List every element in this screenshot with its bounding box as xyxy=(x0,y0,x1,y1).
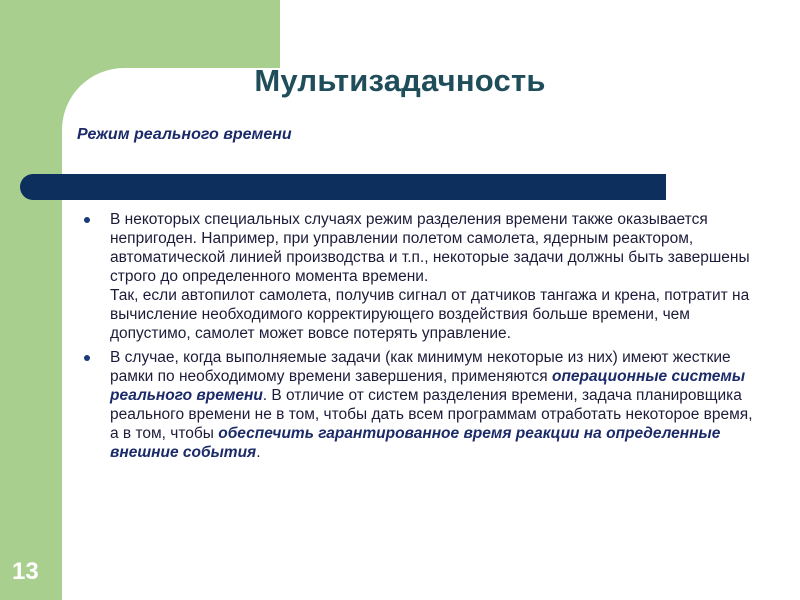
divider-bar xyxy=(20,174,666,200)
emphasis-text: операционные системы реального времени xyxy=(110,368,746,404)
bullet-icon xyxy=(84,217,90,223)
list-item xyxy=(84,348,754,462)
bullet-text: Так, если автопилот самолета, получив сигнал от датчиков тангажа и крена, потратит на вычисление необходимого корректирующего воздействия больше времени, чем допустимо, самолет может вовсе потерять управление. xyxy=(110,287,750,342)
text-segment: . xyxy=(256,444,261,461)
page-number: 13 xyxy=(12,558,39,585)
text-segment: В случае, когда выполняемые задачи (как минимум некоторые из них) имеют жесткие рамки по необходимому времени завершения, применяются xyxy=(110,349,731,385)
bullet-list xyxy=(84,210,754,467)
slide-subtitle: Режим реального времени xyxy=(77,126,292,143)
text-segment: . В отличие от систем разделения времени, задача планировщика реального времени не в том, чтобы дать всем программам отработать некоторое время, а в том, чтобы xyxy=(110,387,753,442)
bullet-text: В некоторых специальных случаях режим разделения времени также оказывается непригоден. Например, при управлении полетом самолета, ядерным реактором, автоматической линией производства и т.п., некоторые задачи должны быть завершены строго до определенного момента времени. xyxy=(110,211,750,285)
list-item xyxy=(84,210,754,343)
bullet-icon xyxy=(84,355,90,361)
bullet-text xyxy=(110,349,753,461)
slide-title: Мультизадачность xyxy=(254,63,546,98)
emphasis-text: обеспечить гарантированное время реакции на определенные внешние события xyxy=(110,425,721,461)
